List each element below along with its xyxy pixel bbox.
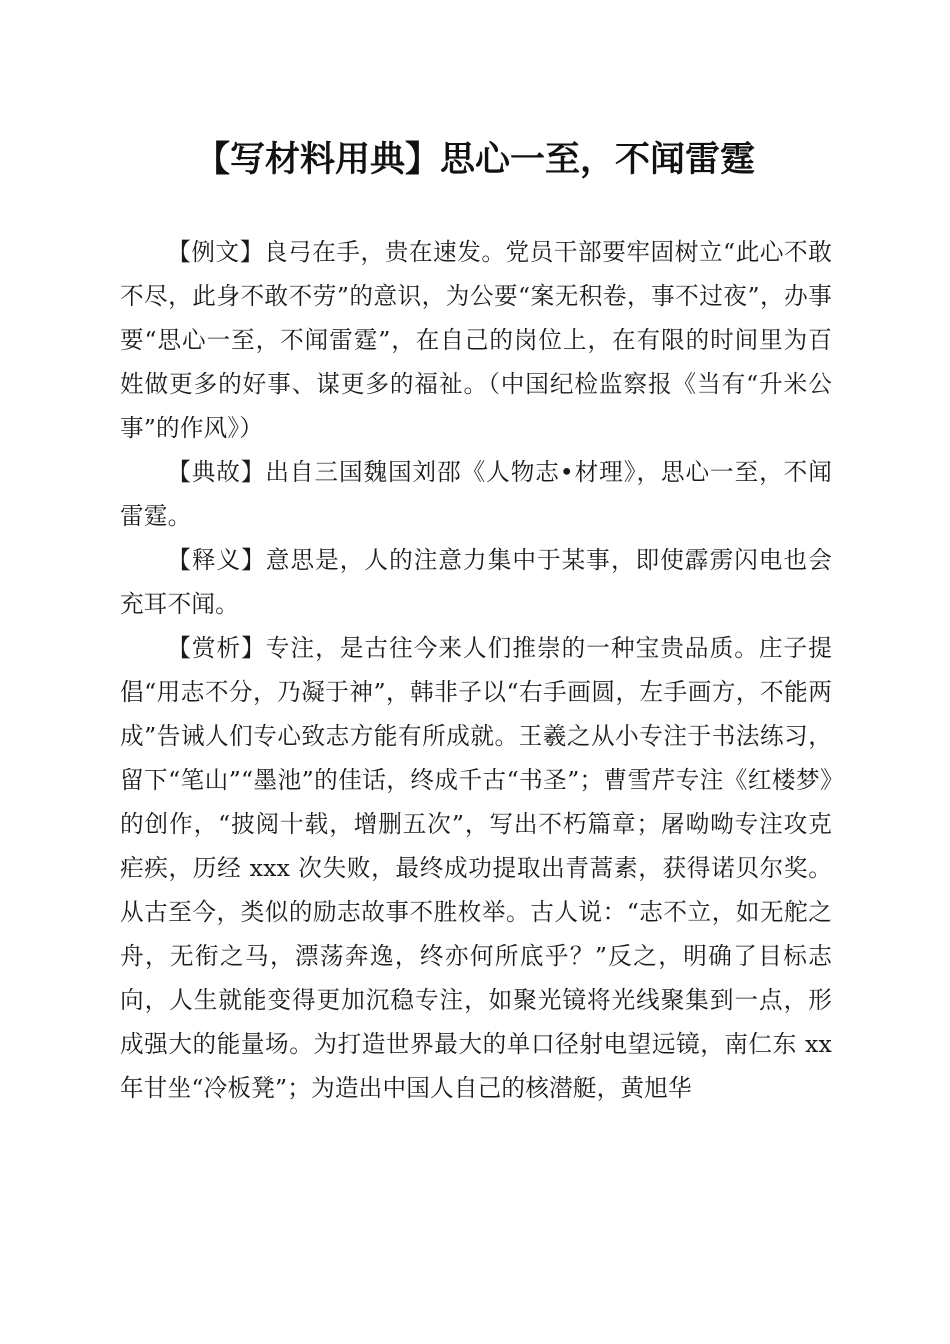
document-title: 【写材料用典】思心一至，不闻雷霆 bbox=[194, 139, 755, 180]
document-body bbox=[120, 230, 832, 1110]
paragraph-meaning: 【释义】意思是，人的注意力集中于某事，即使霹雳闪电也会充耳不闻。 bbox=[120, 546, 832, 618]
paragraph-appreciation: 【赏析】专注，是古往今来人们推崇的一种宝贵品质。庄子提倡“用志不分，乃凝于神”，韩非子以“右手画圆，左手画方，不能两成”告诫人们专心致志方能有所成就。王羲之从小专注于书法练习，留下“笔山”“墨池”的佳话，终成千古“书圣”；曹雪芹专注《红楼梦》的创作，“披阅十载，增删五次”，写出不朽篇章；屠呦呦专注攻克疟疾，历经 xxx 次失败，最终成功提取出青蒿素，获得诺贝尔奖。从古至今，类似的励志故事不胜枚举。古人说：“志不立，如无舵之舟，无衔之马，漂荡奔逸，终亦何所底乎？”反之，明确了目标志向，人生就能变得更加沉稳专注，如聚光镜将光线聚集到一点，形成强大的能量场。为打造世界最大的单口径射电望远镜，南仁东 xx 年甘坐“冷板凳”；为造出中国人自己的核潜艇，黄旭华 bbox=[120, 634, 832, 1102]
paragraph-example: 【例文】良弓在手，贵在速发。党员干部要牢固树立“此心不敢不尽，此身不敢不劳”的意识，为公要“案无积卷，事不过夜”，办事要“思心一至，不闻雷霆”，在自己的岗位上，在有限的时间里为百姓做更多的好事、谋更多的福祉。（中国纪检监察报《当有“升米公事”的作风》） bbox=[120, 238, 832, 442]
paragraph-allusion: 【典故】出自三国魏国刘邵《人物志•材理》，思心一至，不闻雷霆。 bbox=[120, 458, 832, 530]
